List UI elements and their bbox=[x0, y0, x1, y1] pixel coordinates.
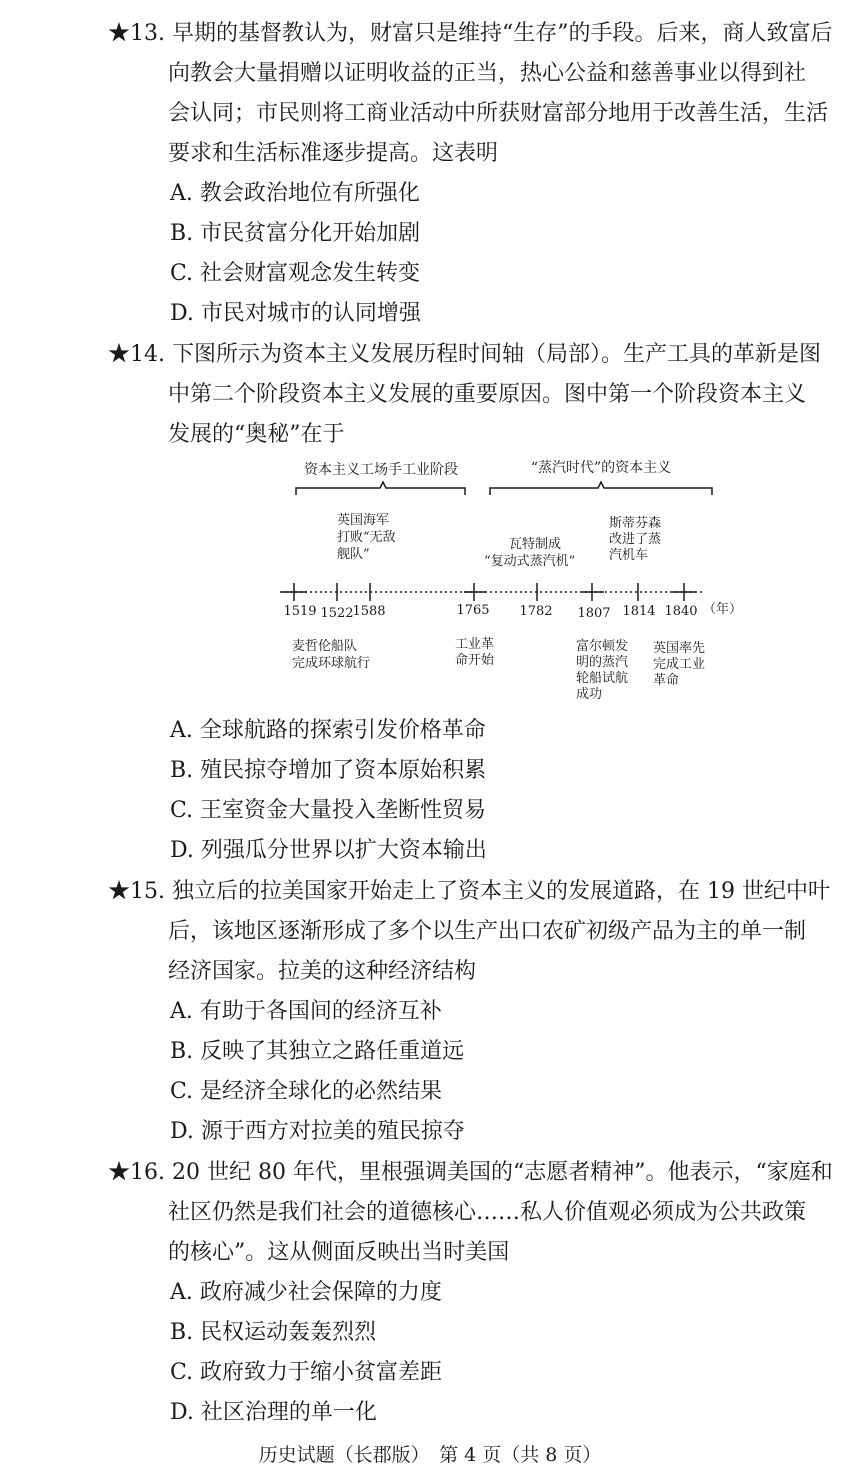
question-15-stem: ★15. 独立后的拉美国家开始走上了资本主义的发展道路，在 19 世纪中叶 bbox=[108, 879, 830, 904]
event-below: 完成环球航行 bbox=[292, 656, 371, 671]
year-label: 1519 bbox=[283, 604, 317, 619]
stage-2-label: “蒸汽时代”的资本主义 bbox=[530, 460, 672, 476]
event-above: “复动式蒸汽机” bbox=[484, 554, 576, 569]
year-label: 1588 bbox=[352, 604, 386, 619]
event-below: 麦哲伦船队 bbox=[292, 639, 358, 654]
event-above: 打败“无敌 bbox=[337, 530, 396, 545]
stage-2-brace bbox=[490, 482, 712, 495]
question-13-option-b[interactable]: B. 市民贫富分化开始加剧 bbox=[170, 221, 421, 246]
year-unit: （年） bbox=[703, 602, 743, 617]
question-15-line: 后，该地区逐渐形成了多个以生产出口农矿初级产品为主的单一制 bbox=[168, 919, 807, 944]
question-16-line: 的核心”。这从侧面反映出当时美国 bbox=[168, 1240, 510, 1265]
year-label: 1807 bbox=[577, 606, 611, 621]
question-16-option-d[interactable]: D. 社区治理的单一化 bbox=[170, 1400, 377, 1425]
event-below: 工业革 bbox=[455, 637, 495, 652]
question-15-option-b[interactable]: B. 反映了其独立之路任重道远 bbox=[170, 1039, 465, 1064]
question-13-stem: ★13. 早期的基督教认为，财富只是维持“生存”的手段。后来，商人致富后 bbox=[108, 21, 833, 46]
event-below: 成功 bbox=[576, 687, 603, 702]
question-14-option-b[interactable]: B. 殖民掠夺增加了资本原始积累 bbox=[170, 758, 487, 783]
year-label: 1522 bbox=[320, 606, 354, 621]
stage-1-brace bbox=[296, 482, 465, 495]
question-13-option-c[interactable]: C. 社会财富观念发生转变 bbox=[170, 261, 421, 286]
question-16-line: 社区仍然是我们社会的道德核心……私人价值观必须成为公共政策 bbox=[168, 1200, 807, 1225]
year-label: 1782 bbox=[519, 604, 553, 619]
event-above: 瓦特制成 bbox=[509, 537, 562, 552]
event-below: 命开始 bbox=[455, 653, 495, 668]
question-16-stem: ★16. 20 世纪 80 年代，里根强调美国的“志愿者精神”。他表示，“家庭和 bbox=[108, 1160, 833, 1185]
event-below: 英国率先 bbox=[653, 641, 706, 656]
event-below: 轮船试航 bbox=[576, 671, 629, 686]
question-13-option-d[interactable]: D. 市民对城市的认同增强 bbox=[170, 301, 421, 326]
event-above: 舰队” bbox=[337, 547, 370, 562]
stage-1-label: 资本主义工场手工业阶段 bbox=[304, 462, 458, 478]
question-15-option-a[interactable]: A. 有助于各国间的经济互补 bbox=[170, 999, 442, 1024]
question-14-option-d[interactable]: D. 列强瓜分世界以扩大资本输出 bbox=[170, 838, 487, 863]
year-label: 1814 bbox=[622, 604, 656, 619]
question-15-option-c[interactable]: C. 是经济全球化的必然结果 bbox=[170, 1079, 443, 1104]
question-16-option-b[interactable]: B. 民权运动轰轰烈烈 bbox=[170, 1320, 377, 1345]
question-14-option-a[interactable]: A. 全球航路的探索引发价格革命 bbox=[170, 718, 486, 743]
event-above: 汽机车 bbox=[609, 548, 649, 563]
question-14-option-c[interactable]: C. 王室资金大量投入垄断性贸易 bbox=[170, 798, 487, 823]
question-13-line: 向教会大量捐赠以证明收益的正当，热心公益和慈善事业以得到社 bbox=[168, 61, 807, 86]
event-above: 斯蒂芬森 bbox=[609, 516, 662, 531]
event-above: 英国海军 bbox=[337, 513, 390, 528]
event-below: 革命 bbox=[653, 673, 680, 688]
event-below: 明的蒸汽 bbox=[576, 655, 629, 670]
event-below: 完成工业 bbox=[653, 657, 706, 672]
question-13-line: 会认同；市民则将工商业活动中所获财富部分地用于改善生活，生活 bbox=[168, 101, 829, 126]
question-15-line: 经济国家。拉美的这种经济结构 bbox=[168, 959, 477, 984]
question-13-line: 要求和生活标准逐步提高。这表明 bbox=[168, 141, 499, 166]
event-below: 富尔顿发 bbox=[576, 639, 629, 654]
question-16-option-c[interactable]: C. 政府致力于缩小贫富差距 bbox=[170, 1360, 443, 1385]
question-14-line: 发展的“奥秘”在于 bbox=[168, 422, 345, 447]
question-15-option-d[interactable]: D. 源于西方对拉美的殖民掠夺 bbox=[170, 1119, 465, 1144]
event-above: 改进了蒸 bbox=[609, 532, 662, 547]
page-footer: 历史试题（长郡版） 第 4 页（共 8 页） bbox=[258, 1444, 602, 1466]
question-16-option-a[interactable]: A. 政府减少社会保障的力度 bbox=[170, 1280, 442, 1305]
year-label: 1840 bbox=[664, 604, 698, 619]
question-14-line: 中第二个阶段资本主义发展的重要原因。图中第一个阶段资本主义 bbox=[168, 382, 807, 407]
question-13-option-a[interactable]: A. 教会政治地位有所强化 bbox=[170, 181, 420, 206]
question-14-stem: ★14. 下图所示为资本主义发展历程时间轴（局部）。生产工具的革新是图 bbox=[108, 342, 821, 367]
year-label: 1765 bbox=[456, 603, 490, 618]
